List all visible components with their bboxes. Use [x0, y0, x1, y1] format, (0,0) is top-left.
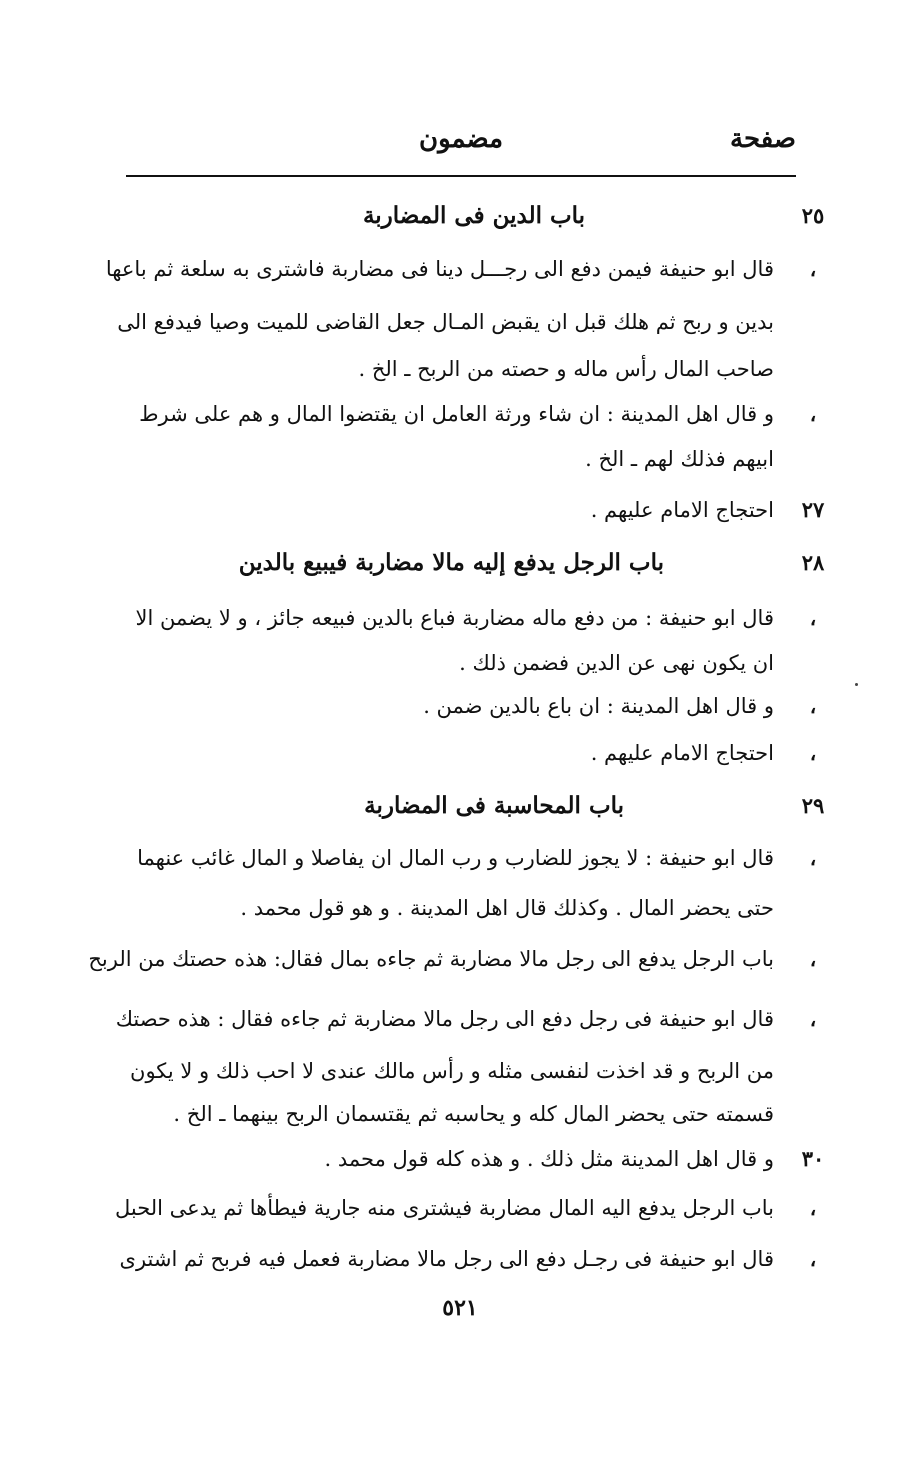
bullet-marker: ، — [809, 402, 817, 426]
entry-text: ابيهم فذلك لهم ـ الخ . — [585, 447, 774, 471]
content-row — [130, 1133, 830, 1185]
bullet-marker: ، — [809, 1196, 817, 1220]
content-row — [117, 296, 830, 348]
entry-text: ان يكون نهى عن الدين فضمن ذلك . — [459, 651, 774, 675]
table-header — [126, 118, 796, 176]
content-row — [114, 1182, 830, 1234]
entry-text: قال ابو حنيفة فى رجـل دفع الى رجل مالا مضاربة فعمل فيه فربح ثم اشترى — [119, 1247, 774, 1271]
entry-text: قال ابو حنيفة : من دفع ماله مضاربة فباع بالدين فبيعه جائز ، و لا يضمن الا — [135, 606, 774, 630]
content-row — [130, 680, 830, 732]
bullet-marker: ، — [809, 257, 817, 281]
topic-column-heading: مضمون — [418, 124, 504, 154]
chapter-heading: باب الدين فى المضاربة — [362, 202, 586, 229]
bullet-marker: ، — [809, 1247, 817, 1271]
print-speck — [855, 683, 858, 686]
entry-text: و قال اهل المدينة : ان شاء ورثة العامل ان يقتضوا المال و هم على شرط — [139, 402, 774, 426]
entry-text: حتى يحضر المال . وكذلك قال اهل المدينة . و هو قول محمد . — [240, 896, 774, 920]
page-reference: ٢٧ — [801, 497, 825, 522]
page-reference: ٢٥ — [801, 203, 825, 228]
chapter-heading: باب الرجل يدفع إليه مالا مضاربة فيبيع بالدين — [238, 549, 664, 576]
entry-text: بدين و ربح ثم هلك قبل ان يقبض المـال جعل القاضى للميت وصيا فيدفع الى — [117, 310, 774, 334]
header-rule — [126, 175, 796, 177]
entry-text: و قال اهل المدينة مثل ذلك . و هذه كله قول محمد . — [324, 1147, 774, 1171]
entry-text: قسمته حتى يحضر المال كله و يحاسبه ثم يقتسمان الربح بينهما ـ الخ . — [173, 1102, 774, 1126]
content-row — [130, 727, 830, 779]
entry-text: احتجاج الامام عليهم . — [590, 741, 774, 765]
bullet-marker: ، — [809, 947, 817, 971]
bullet-marker: ، — [809, 606, 817, 630]
content-row — [130, 484, 830, 536]
bullet-marker: ، — [809, 1007, 817, 1031]
page-reference: ٣٠ — [801, 1146, 825, 1171]
content-row — [130, 832, 830, 884]
page-reference: ٢٨ — [801, 550, 825, 575]
content-row — [130, 537, 830, 589]
content-row — [130, 780, 830, 832]
entry-text: و قال اهل المدينة : ان باع بالدين ضمن . — [423, 694, 774, 718]
content-row — [115, 993, 830, 1045]
page-column-heading: صفحة — [730, 124, 796, 154]
entry-text: من الربح و قد اخذت لنفسى مثله و رأس مالك عندى لا احب ذلك و لا يكون — [130, 1059, 774, 1083]
bullet-marker: ، — [809, 741, 817, 765]
entry-text: احتجاج الامام عليهم . — [590, 498, 774, 522]
content-row — [130, 882, 830, 934]
page-number: ٥٢١ — [442, 1295, 478, 1321]
entry-text: قال ابو حنيفة : لا يجوز للضارب و رب المال ان يفاصلا و المال غائب عنهما — [137, 846, 774, 870]
entry-text: باب الرجل يدفع اليه المال مضاربة فيشترى منه جارية فيطأها ثم يدعى الحبل — [114, 1196, 774, 1220]
entry-text: قال ابو حنيفة فى رجل دفع الى رجل مالا مضاربة ثم جاءه فقال : هذه حصتك — [115, 1007, 774, 1031]
content-row — [105, 243, 830, 295]
bullet-marker: ، — [809, 846, 817, 870]
bullet-marker: ، — [809, 694, 817, 718]
content-row — [130, 433, 830, 485]
content-row — [119, 1233, 830, 1285]
chapter-heading: باب المحاسبة فى المضاربة — [364, 792, 624, 819]
entry-text: باب الرجل يدفع الى رجل مالا مضاربة ثم جاءه بمال فقال: هذه حصتك من الربح — [88, 947, 774, 971]
content-row — [88, 933, 830, 985]
entry-text: قال ابو حنيفة فيمن دفع الى رجـــل دينا فى مضاربة فاشترى به سلعة ثم باعها — [105, 257, 774, 281]
content-row — [130, 190, 830, 242]
page-reference: ٢٩ — [801, 793, 825, 818]
entry-text: صاحب المال رأس ماله و حصته من الربح ـ الخ . — [358, 357, 774, 381]
